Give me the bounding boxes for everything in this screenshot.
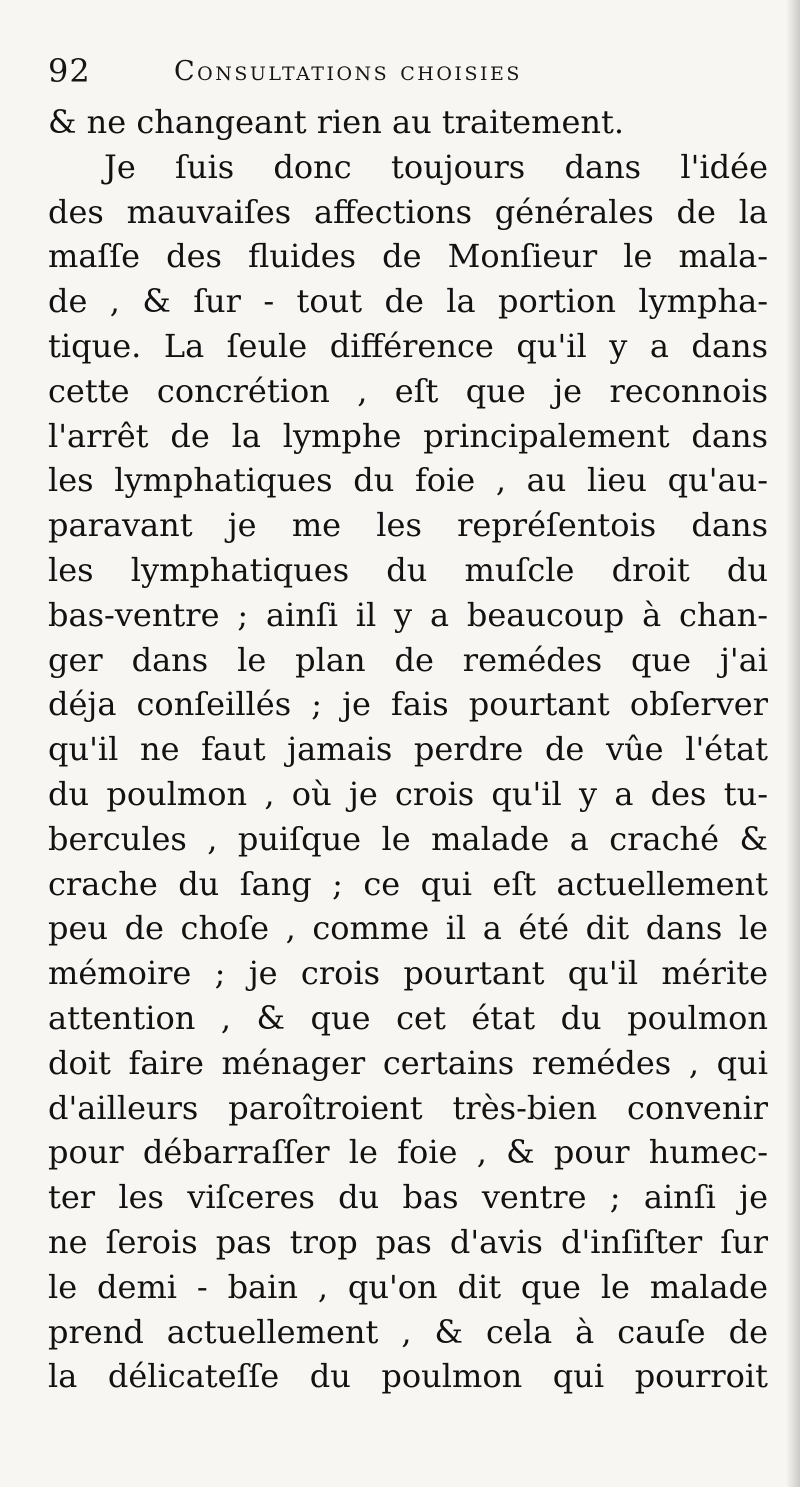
text-line: ter les viſceres du bas ventre ; ainſi je [48, 1178, 768, 1217]
running-head: Consultations choisies [174, 56, 522, 87]
page-number: 92 [48, 52, 91, 90]
text-line: peu de choſe , comme il a été dit dans le [48, 909, 768, 948]
text-line: ne ſerois pas trop pas d'avis d'inſiſter ſur [48, 1222, 768, 1261]
text-line: pour débarraſſer le foie , & pour humec- [48, 1133, 768, 1172]
text-line: paravant je me les repréſentois dans [48, 506, 768, 545]
body-text [48, 100, 768, 1399]
text-line: maſſe des fluides de Monſieur le mala- [48, 237, 768, 276]
text-line: du poulmon , où je crois qu'il y a des tu- [48, 774, 768, 813]
page-header [48, 48, 768, 94]
text-line: la délicateſſe du poulmon qui pourroit [48, 1357, 768, 1396]
text-line: crache du ſang ; ce qui eſt actuellement [48, 864, 768, 903]
text-line: déja conſeillés ; je fais pourtant obſerver [48, 685, 768, 724]
text-line: bas-ventre ; ainſi il y a beaucoup à chan- [48, 595, 768, 634]
text-line: l'arrêt de la lymphe principalement dans [48, 416, 768, 455]
text-line: des mauvaiſes affections générales de la [48, 192, 768, 231]
text-line: de , & ſur - tout de la portion lympha- [48, 282, 768, 321]
text-line: mémoire ; je crois pourtant qu'il mérite [48, 954, 768, 993]
text-line: Je ſuis donc toujours dans l'idée [104, 147, 768, 186]
text-line: attention , & que cet état du poulmon [48, 998, 768, 1037]
text-line: le demi - bain , qu'on dit que le malade [48, 1267, 768, 1306]
text-line: prend actuellement , & cela à cauſe de [48, 1312, 768, 1351]
text-line: d'ailleurs paroîtroient très-bien convenir [48, 1088, 768, 1127]
text-line: doit faire ménager certains remédes , qui [48, 1043, 768, 1082]
text-line: & ne changeant rien au traitement. [48, 103, 625, 141]
text-line: cette concrétion , eſt que je reconnois [48, 371, 768, 410]
text-line: les lymphatiques du foie , au lieu qu'au- [48, 461, 768, 500]
text-line: les lymphatiques du muſcle droit du [48, 550, 768, 589]
text-line: ger dans le plan de remédes que j'ai [48, 640, 768, 679]
text-line: qu'il ne faut jamais perdre de vûe l'état [48, 730, 768, 769]
text-line: bercules , puiſque le malade a craché & [48, 819, 768, 858]
text-line: tique. La ſeule différence qu'il y a dans [48, 326, 768, 365]
